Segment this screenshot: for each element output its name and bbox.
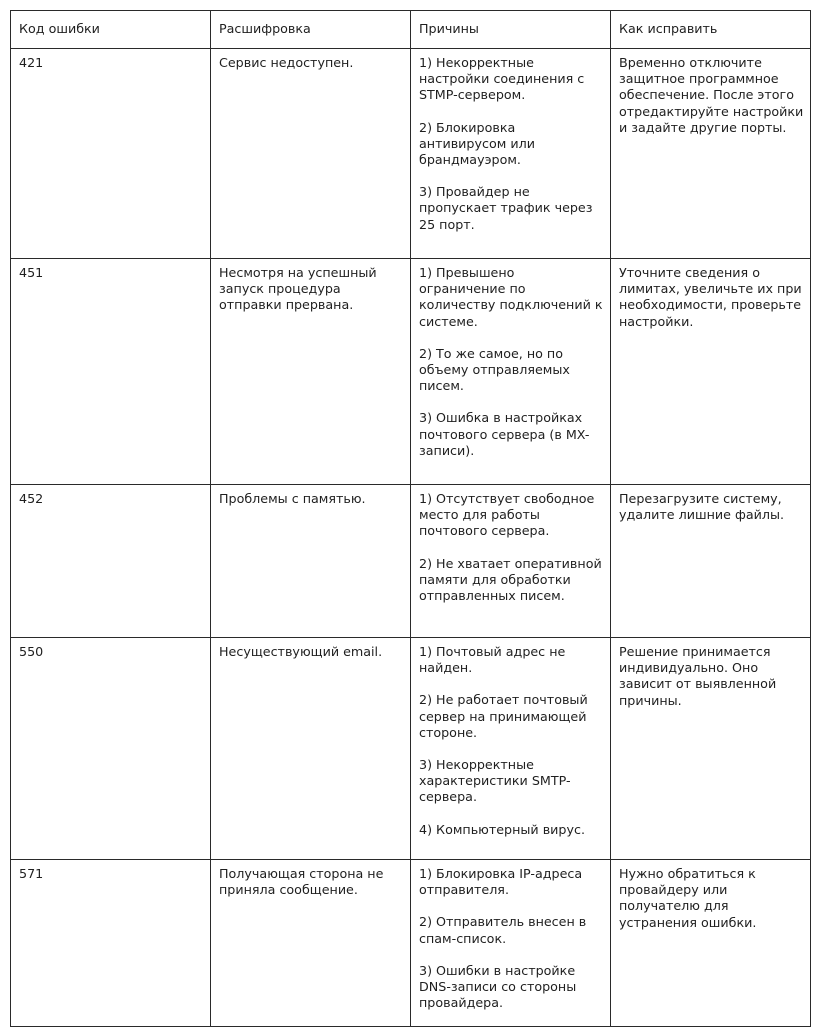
- error-causes: [411, 485, 611, 638]
- cause-item: 3) Провайдер не пропускает трафик через 25 порт.: [419, 184, 593, 232]
- cause-item: 1) Превышено ограничение по количеству подключений к системе.: [419, 265, 603, 329]
- cause-item: 2) Не хватает оперативной памяти для обработки отправленных писем.: [419, 555, 602, 604]
- cause-item: 2) Блокировка антивирусом или брандмауэром.: [419, 119, 535, 168]
- cause-item: 2) То же самое, но по объему отправляемых писем.: [419, 345, 570, 394]
- cause-item: 1) Почтовый адрес не найден.: [419, 644, 566, 676]
- cause-item: 1) Некорректные настройки соединения с STMP-сервером.: [419, 55, 585, 103]
- error-causes: [411, 638, 611, 860]
- error-code: 550: [11, 638, 211, 860]
- error-fix: Решение принимается индивидуально. Оно зависит от выявленной причины.: [611, 638, 811, 860]
- cause-item: 3) Некорректные характеристики SMTP-сервера.: [419, 757, 571, 805]
- cause-item: 3) Ошибка в настройках почтового сервера (в MX-записи).: [419, 410, 590, 458]
- error-fix: Уточните сведения о лимитах, увеличьте их при необходимости, проверьте настройки.: [611, 259, 811, 485]
- error-code: 571: [11, 860, 211, 1027]
- error-decoding: Несмотря на успешный запуск процедура отправки прервана.: [211, 259, 411, 485]
- table-row: [11, 49, 811, 259]
- header-decoding: Расшифровка: [211, 11, 411, 49]
- header-row: [11, 11, 811, 49]
- cause-item: 2) Отправитель внесен в спам-список.: [419, 914, 587, 946]
- smtp-error-table: [10, 10, 811, 1027]
- error-causes: [411, 860, 611, 1027]
- error-decoding: Несуществующий email.: [211, 638, 411, 860]
- table-body: [11, 49, 811, 1027]
- table-row: [11, 485, 811, 638]
- error-decoding: Проблемы с памятью.: [211, 485, 411, 638]
- header-code: Код ошибки: [11, 11, 211, 49]
- error-code: 452: [11, 485, 211, 638]
- error-causes: [411, 259, 611, 485]
- cause-item: 1) Отсутствует свободное место для работы почтового сервера.: [419, 491, 595, 539]
- error-decoding: Получающая сторона не приняла сообщение.: [211, 860, 411, 1027]
- error-fix: Временно отключите защитное программное обеспечение. После этого отредактируйте настройки и задайте другие порты.: [611, 49, 811, 259]
- error-fix: Нужно обратиться к провайдеру или получателю для устранения ошибки.: [611, 860, 811, 1027]
- error-decoding: Сервис недоступен.: [211, 49, 411, 259]
- error-code: 451: [11, 259, 211, 485]
- error-fix: Перезагрузите систему, удалите лишние файлы.: [611, 485, 811, 638]
- error-causes: [411, 49, 611, 259]
- table-row: [11, 259, 811, 485]
- header-causes: Причины: [411, 11, 611, 49]
- cause-item: 4) Компьютерный вирус.: [419, 821, 585, 837]
- cause-item: 1) Блокировка IP-адреса отправителя.: [419, 866, 583, 898]
- table-row: [11, 860, 811, 1027]
- error-code: 421: [11, 49, 211, 259]
- header-fix: Как исправить: [611, 11, 811, 49]
- cause-item: 2) Не работает почтовый сервер на принимающей стороне.: [419, 692, 588, 740]
- cause-item: 3) Ошибки в настройке DNS-записи со стороны провайдера.: [419, 962, 577, 1011]
- table-header: [11, 11, 811, 49]
- table-row: [11, 638, 811, 860]
